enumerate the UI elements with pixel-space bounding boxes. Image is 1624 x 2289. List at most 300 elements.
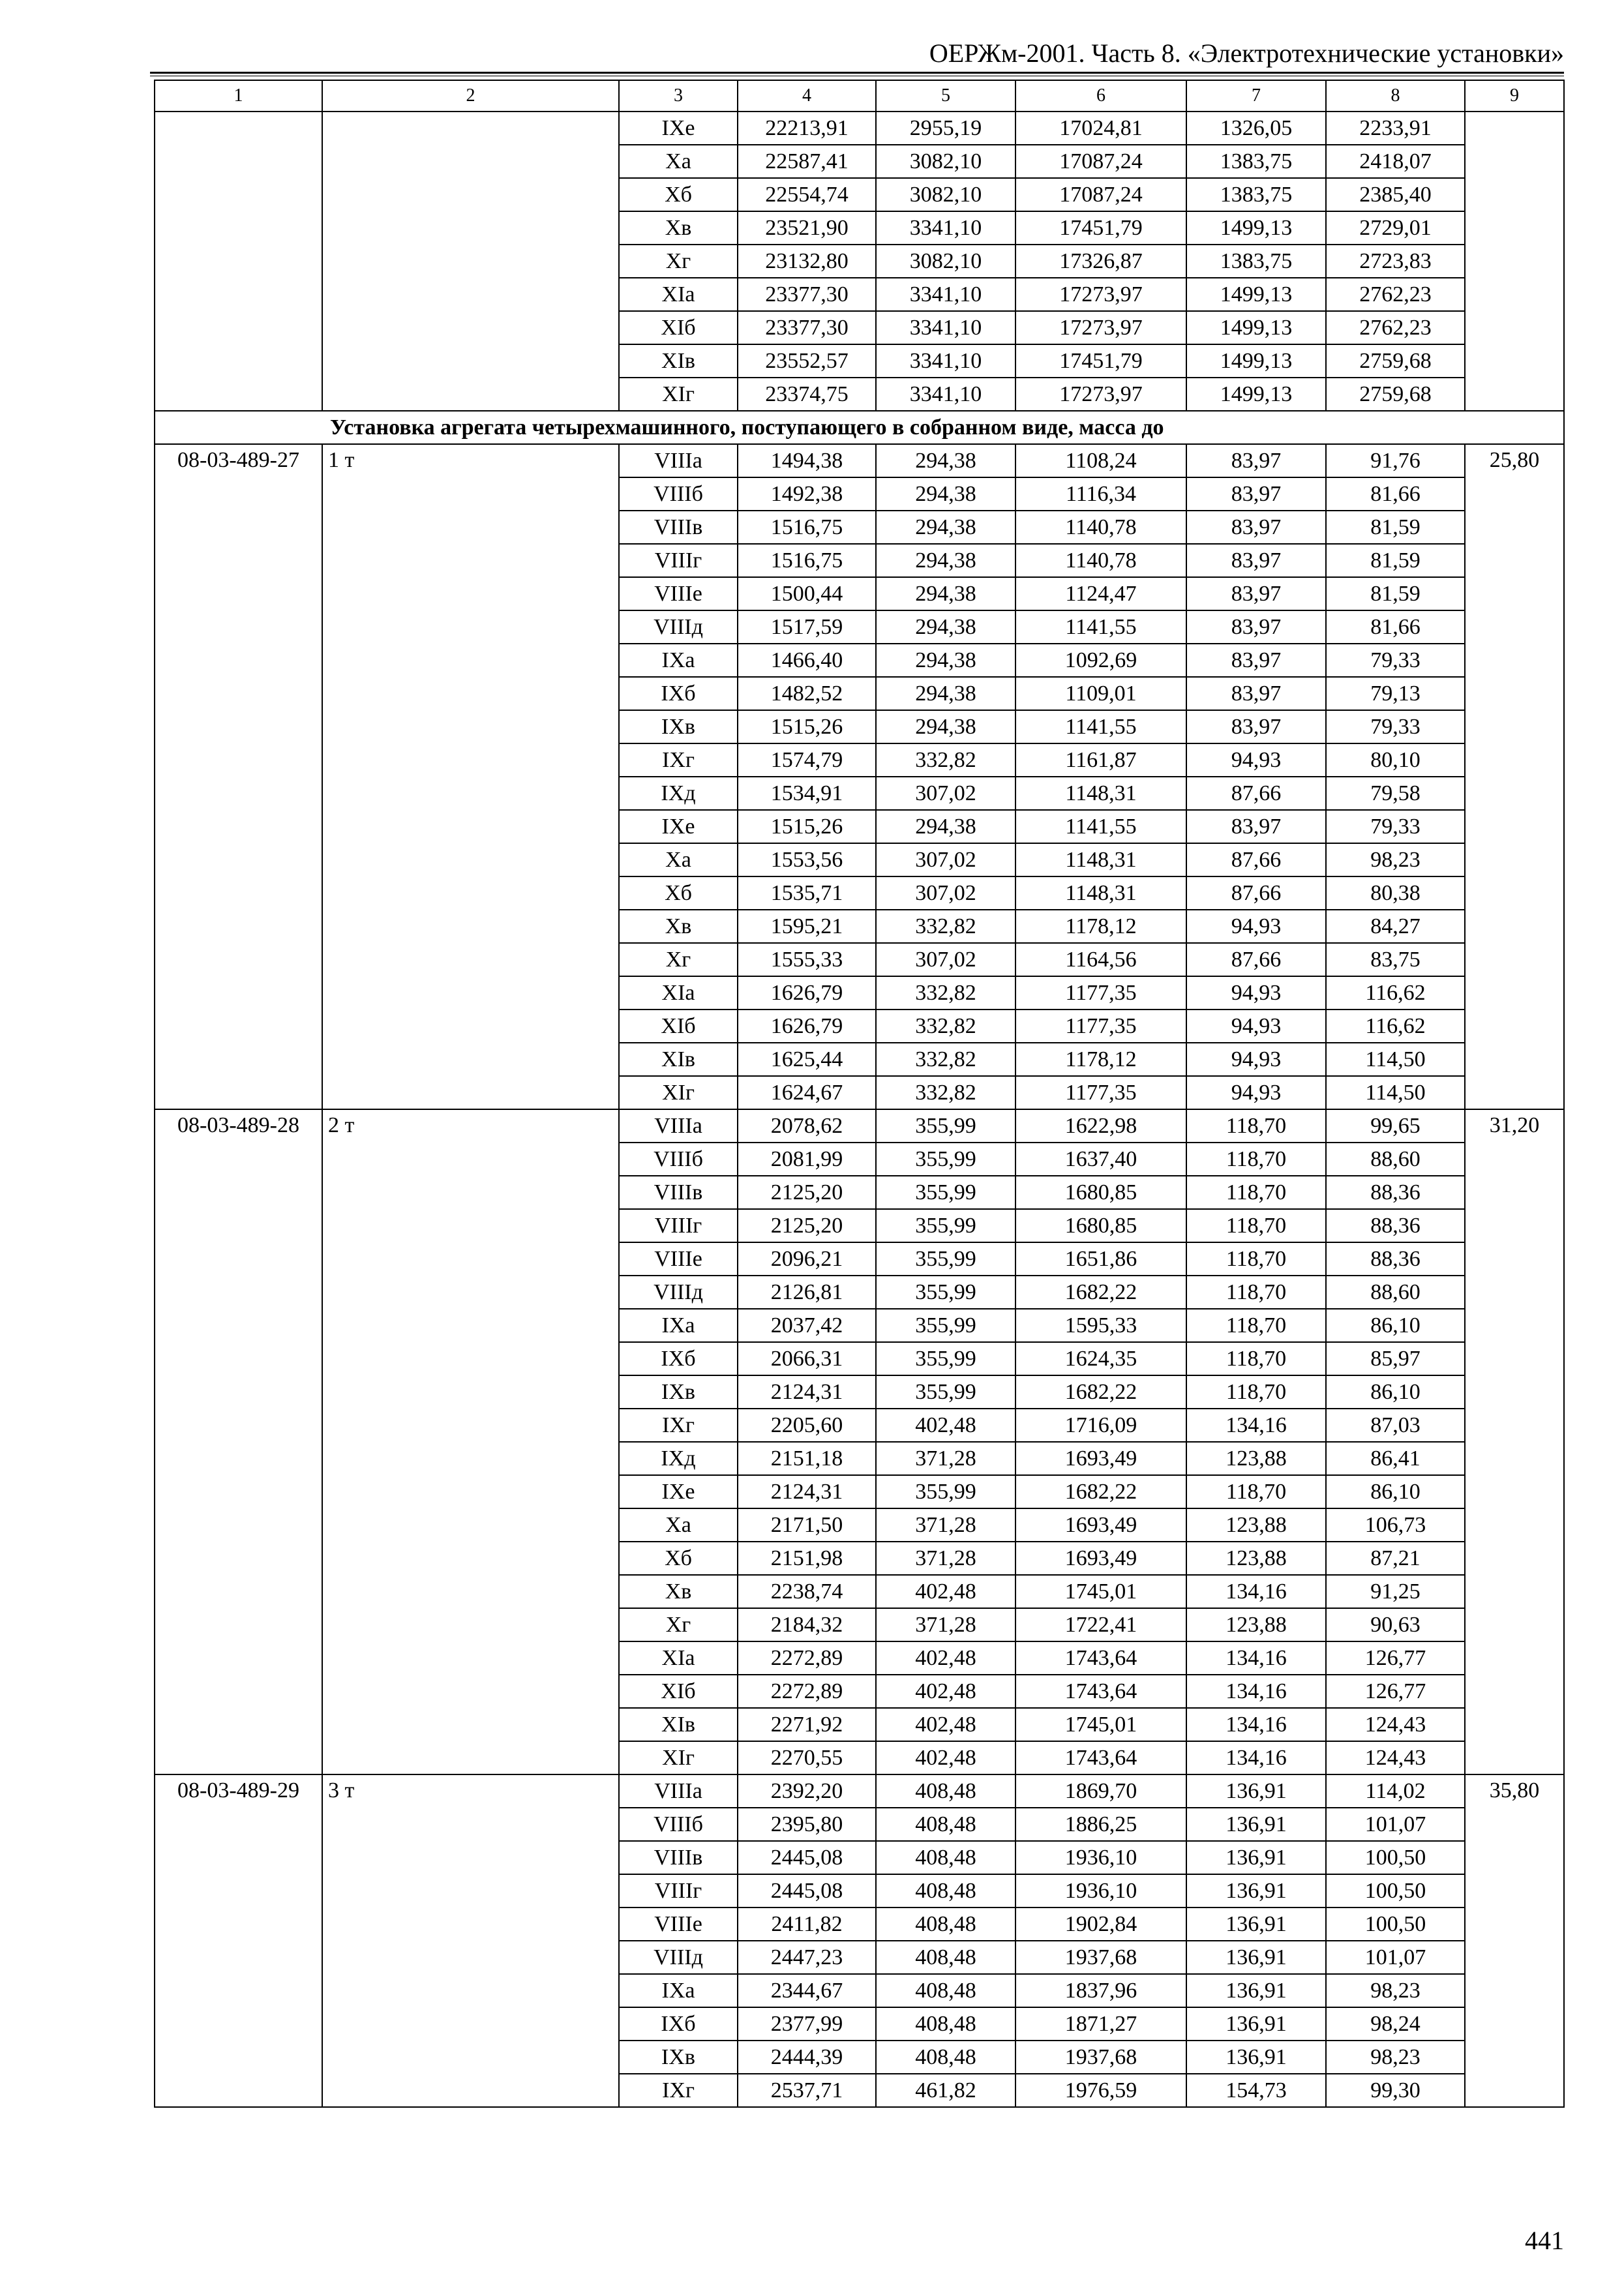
value-cell: 83,97 xyxy=(1186,610,1326,644)
value-cell: 402,48 xyxy=(876,1741,1015,1774)
column-number: 1 xyxy=(155,80,322,112)
value-cell: 2411,82 xyxy=(738,1908,876,1941)
section-title: Установка агрегата четырехмашинного, поступающего в собранном виде, масса до xyxy=(155,411,1564,444)
value-cell: 134,16 xyxy=(1186,1575,1326,1608)
zone-cell: Xа xyxy=(619,843,738,876)
value-cell: 81,66 xyxy=(1326,477,1465,511)
value-cell: 17087,24 xyxy=(1015,145,1186,178)
value-cell: 332,82 xyxy=(876,743,1015,777)
zone-cell: XIв xyxy=(619,344,738,378)
zone-cell: VIIIб xyxy=(619,1808,738,1841)
value-cell: 136,91 xyxy=(1186,2007,1326,2041)
zone-cell: Xа xyxy=(619,1508,738,1542)
value-cell: 2444,39 xyxy=(738,2041,876,2074)
value-cell: 1624,67 xyxy=(738,1076,876,1109)
value-cell: 90,63 xyxy=(1326,1608,1465,1641)
value-cell: 1499,13 xyxy=(1186,344,1326,378)
value-cell: 408,48 xyxy=(876,2007,1015,2041)
value-cell: 2125,20 xyxy=(738,1209,876,1242)
value-cell: 1499,13 xyxy=(1186,311,1326,344)
price-cell: 31,20 xyxy=(1465,1109,1564,1774)
value-cell: 2037,42 xyxy=(738,1309,876,1342)
value-cell: 1140,78 xyxy=(1015,544,1186,577)
value-cell: 114,50 xyxy=(1326,1076,1465,1109)
value-cell: 2955,19 xyxy=(876,112,1015,145)
name-cell: 1 т xyxy=(322,444,619,1109)
value-cell: 1383,75 xyxy=(1186,178,1326,211)
value-cell: 86,10 xyxy=(1326,1309,1465,1342)
value-cell: 1682,22 xyxy=(1015,1276,1186,1309)
zone-cell: VIIIа xyxy=(619,444,738,477)
zone-cell: VIIIа xyxy=(619,1774,738,1808)
page-header-title: ОЕРЖм-2001. Часть 8. «Электротехнические установки» xyxy=(929,38,1564,68)
value-cell: 1466,40 xyxy=(738,644,876,677)
value-cell: 80,38 xyxy=(1326,876,1465,910)
value-cell: 1515,26 xyxy=(738,810,876,843)
value-cell: 88,36 xyxy=(1326,1176,1465,1209)
value-cell: 3082,10 xyxy=(876,145,1015,178)
zone-cell: VIIIг xyxy=(619,544,738,577)
value-cell: 2078,62 xyxy=(738,1109,876,1143)
value-cell: 1516,75 xyxy=(738,544,876,577)
value-cell: 126,77 xyxy=(1326,1641,1465,1675)
value-cell: 408,48 xyxy=(876,1874,1015,1908)
value-cell: 2762,23 xyxy=(1326,278,1465,311)
value-cell: 86,10 xyxy=(1326,1475,1465,1508)
value-cell: 88,60 xyxy=(1326,1276,1465,1309)
value-cell: 371,28 xyxy=(876,1442,1015,1475)
value-cell: 118,70 xyxy=(1186,1342,1326,1375)
value-cell: 1516,75 xyxy=(738,511,876,544)
value-cell: 1869,70 xyxy=(1015,1774,1186,1808)
zone-cell: VIIIд xyxy=(619,1276,738,1309)
value-cell: 83,97 xyxy=(1186,477,1326,511)
value-cell: 402,48 xyxy=(876,1675,1015,1708)
value-cell: 1625,44 xyxy=(738,1043,876,1076)
value-cell: 22554,74 xyxy=(738,178,876,211)
column-number: 2 xyxy=(322,80,619,112)
price-cell: 35,80 xyxy=(1465,1774,1564,2107)
value-cell: 118,70 xyxy=(1186,1109,1326,1143)
value-cell: 2723,83 xyxy=(1326,245,1465,278)
value-cell: 1716,09 xyxy=(1015,1409,1186,1442)
zone-cell: VIIIб xyxy=(619,477,738,511)
value-cell: 294,38 xyxy=(876,444,1015,477)
value-cell: 2205,60 xyxy=(738,1409,876,1442)
zone-cell: IXв xyxy=(619,710,738,743)
page-number: 441 xyxy=(1525,2226,1564,2255)
value-cell: 1092,69 xyxy=(1015,644,1186,677)
value-cell: 94,93 xyxy=(1186,976,1326,1010)
value-cell: 124,43 xyxy=(1326,1708,1465,1741)
value-cell: 134,16 xyxy=(1186,1708,1326,1741)
value-cell: 307,02 xyxy=(876,843,1015,876)
value-cell: 81,66 xyxy=(1326,610,1465,644)
value-cell: 408,48 xyxy=(876,1974,1015,2007)
zone-cell: Xв xyxy=(619,910,738,943)
value-cell: 355,99 xyxy=(876,1143,1015,1176)
column-number: 9 xyxy=(1465,80,1564,112)
value-cell: 294,38 xyxy=(876,810,1015,843)
value-cell: 83,97 xyxy=(1186,444,1326,477)
zone-cell: VIIIв xyxy=(619,511,738,544)
rates-table-body xyxy=(155,80,1564,2107)
value-cell: 23377,30 xyxy=(738,278,876,311)
value-cell: 2392,20 xyxy=(738,1774,876,1808)
value-cell: 1837,96 xyxy=(1015,1974,1186,2007)
zone-cell: VIIIд xyxy=(619,1941,738,1974)
zone-cell: Xг xyxy=(619,1608,738,1641)
value-cell: 2126,81 xyxy=(738,1276,876,1309)
value-cell: 408,48 xyxy=(876,1808,1015,1841)
value-cell: 1743,64 xyxy=(1015,1675,1186,1708)
rates-table xyxy=(154,80,1565,2108)
value-cell: 1492,38 xyxy=(738,477,876,511)
value-cell: 402,48 xyxy=(876,1409,1015,1442)
value-cell: 332,82 xyxy=(876,910,1015,943)
value-cell: 116,62 xyxy=(1326,976,1465,1010)
zone-cell: Xв xyxy=(619,1575,738,1608)
value-cell: 1595,33 xyxy=(1015,1309,1186,1342)
value-cell: 1148,31 xyxy=(1015,876,1186,910)
value-cell: 1140,78 xyxy=(1015,511,1186,544)
value-cell: 118,70 xyxy=(1186,1375,1326,1409)
zone-cell: IXг xyxy=(619,743,738,777)
value-cell: 1745,01 xyxy=(1015,1575,1186,1608)
value-cell: 2238,74 xyxy=(738,1575,876,1608)
value-cell: 1500,44 xyxy=(738,577,876,610)
value-cell: 2233,91 xyxy=(1326,112,1465,145)
value-cell: 2385,40 xyxy=(1326,178,1465,211)
value-cell: 100,50 xyxy=(1326,1841,1465,1874)
code-cell: 08-03-489-27 xyxy=(155,444,322,1109)
value-cell: 2096,21 xyxy=(738,1242,876,1276)
value-cell: 134,16 xyxy=(1186,1641,1326,1675)
value-cell: 118,70 xyxy=(1186,1242,1326,1276)
zone-cell: IXд xyxy=(619,777,738,810)
value-cell: 114,02 xyxy=(1326,1774,1465,1808)
value-cell: 3341,10 xyxy=(876,211,1015,245)
zone-cell: IXе xyxy=(619,1475,738,1508)
value-cell: 402,48 xyxy=(876,1575,1015,1608)
value-cell: 307,02 xyxy=(876,876,1015,910)
table-row xyxy=(155,1774,1564,1808)
value-cell: 17087,24 xyxy=(1015,178,1186,211)
value-cell: 17024,81 xyxy=(1015,112,1186,145)
column-number: 4 xyxy=(738,80,876,112)
value-cell: 17273,97 xyxy=(1015,278,1186,311)
zone-cell: Xа xyxy=(619,145,738,178)
value-cell: 17326,87 xyxy=(1015,245,1186,278)
value-cell: 408,48 xyxy=(876,1941,1015,1974)
value-cell: 134,16 xyxy=(1186,1675,1326,1708)
value-cell: 1108,24 xyxy=(1015,444,1186,477)
value-cell: 2445,08 xyxy=(738,1841,876,1874)
code-cell: 08-03-489-29 xyxy=(155,1774,322,2107)
value-cell: 1743,64 xyxy=(1015,1641,1186,1675)
zone-cell: XIа xyxy=(619,1641,738,1675)
value-cell: 294,38 xyxy=(876,677,1015,710)
value-cell: 2759,68 xyxy=(1326,378,1465,411)
zone-cell: IXа xyxy=(619,1309,738,1342)
value-cell: 100,50 xyxy=(1326,1908,1465,1941)
zone-cell: XIг xyxy=(619,1076,738,1109)
header-rule xyxy=(150,72,1564,74)
value-cell: 2271,92 xyxy=(738,1708,876,1741)
value-cell: 1148,31 xyxy=(1015,777,1186,810)
value-cell: 355,99 xyxy=(876,1475,1015,1508)
zone-cell: XIб xyxy=(619,1010,738,1043)
zone-cell: XIб xyxy=(619,1675,738,1708)
value-cell: 1161,87 xyxy=(1015,743,1186,777)
value-cell: 2125,20 xyxy=(738,1176,876,1209)
value-cell: 1651,86 xyxy=(1015,1242,1186,1276)
value-cell: 22213,91 xyxy=(738,112,876,145)
value-cell: 1743,64 xyxy=(1015,1741,1186,1774)
value-cell: 1326,05 xyxy=(1186,112,1326,145)
value-cell: 98,24 xyxy=(1326,2007,1465,2041)
value-cell: 3341,10 xyxy=(876,344,1015,378)
value-cell: 2537,71 xyxy=(738,2074,876,2107)
value-cell: 87,66 xyxy=(1186,876,1326,910)
table-row xyxy=(155,444,1564,477)
value-cell: 87,21 xyxy=(1326,1542,1465,1575)
value-cell: 87,66 xyxy=(1186,843,1326,876)
value-cell: 2445,08 xyxy=(738,1874,876,1908)
value-cell: 22587,41 xyxy=(738,145,876,178)
value-cell: 355,99 xyxy=(876,1276,1015,1309)
value-cell: 17451,79 xyxy=(1015,344,1186,378)
zone-cell: XIа xyxy=(619,976,738,1010)
value-cell: 1902,84 xyxy=(1015,1908,1186,1941)
zone-cell: Xг xyxy=(619,245,738,278)
value-cell: 80,10 xyxy=(1326,743,1465,777)
value-cell: 23552,57 xyxy=(738,344,876,378)
value-cell: 1535,71 xyxy=(738,876,876,910)
value-cell: 1871,27 xyxy=(1015,2007,1186,2041)
value-cell: 371,28 xyxy=(876,1608,1015,1641)
zone-cell: VIIIд xyxy=(619,610,738,644)
code-cell: 08-03-489-28 xyxy=(155,1109,322,1774)
value-cell: 1936,10 xyxy=(1015,1874,1186,1908)
value-cell: 81,59 xyxy=(1326,577,1465,610)
value-cell: 118,70 xyxy=(1186,1143,1326,1176)
value-cell: 98,23 xyxy=(1326,843,1465,876)
value-cell: 1177,35 xyxy=(1015,1010,1186,1043)
zone-cell: VIIIе xyxy=(619,577,738,610)
value-cell: 2377,99 xyxy=(738,2007,876,2041)
zone-cell: XIб xyxy=(619,311,738,344)
value-cell: 294,38 xyxy=(876,544,1015,577)
value-cell: 3082,10 xyxy=(876,178,1015,211)
value-cell: 1693,49 xyxy=(1015,1542,1186,1575)
value-cell: 1637,40 xyxy=(1015,1143,1186,1176)
table-row xyxy=(155,1109,1564,1143)
column-number: 5 xyxy=(876,80,1015,112)
value-cell: 83,97 xyxy=(1186,511,1326,544)
value-cell: 118,70 xyxy=(1186,1209,1326,1242)
value-cell: 1499,13 xyxy=(1186,278,1326,311)
zone-cell: Xг xyxy=(619,943,738,976)
value-cell: 136,91 xyxy=(1186,1841,1326,1874)
zone-cell: VIIIе xyxy=(619,1242,738,1276)
zone-cell: XIв xyxy=(619,1708,738,1741)
zone-cell: IXв xyxy=(619,1375,738,1409)
value-cell: 1517,59 xyxy=(738,610,876,644)
value-cell: 402,48 xyxy=(876,1708,1015,1741)
column-number: 8 xyxy=(1326,80,1465,112)
value-cell: 1682,22 xyxy=(1015,1475,1186,1508)
value-cell: 79,13 xyxy=(1326,677,1465,710)
value-cell: 3341,10 xyxy=(876,311,1015,344)
value-cell: 1553,56 xyxy=(738,843,876,876)
value-cell: 136,91 xyxy=(1186,2041,1326,2074)
value-cell: 99,30 xyxy=(1326,2074,1465,2107)
value-cell: 100,50 xyxy=(1326,1874,1465,1908)
value-cell: 17451,79 xyxy=(1015,211,1186,245)
value-cell: 332,82 xyxy=(876,976,1015,1010)
column-number: 6 xyxy=(1015,80,1186,112)
value-cell: 83,97 xyxy=(1186,677,1326,710)
zone-cell: Xв xyxy=(619,211,738,245)
value-cell: 294,38 xyxy=(876,644,1015,677)
zone-cell: VIIIв xyxy=(619,1841,738,1874)
value-cell: 98,23 xyxy=(1326,2041,1465,2074)
value-cell: 294,38 xyxy=(876,577,1015,610)
column-number-row xyxy=(155,80,1564,112)
value-cell: 1164,56 xyxy=(1015,943,1186,976)
value-cell: 91,25 xyxy=(1326,1575,1465,1608)
value-cell: 1680,85 xyxy=(1015,1176,1186,1209)
name-cell: 2 т xyxy=(322,1109,619,1774)
value-cell: 355,99 xyxy=(876,1209,1015,1242)
value-cell: 83,97 xyxy=(1186,644,1326,677)
value-cell: 136,91 xyxy=(1186,1774,1326,1808)
value-cell: 1682,22 xyxy=(1015,1375,1186,1409)
value-cell: 94,93 xyxy=(1186,1043,1326,1076)
value-cell: 134,16 xyxy=(1186,1409,1326,1442)
value-cell: 355,99 xyxy=(876,1109,1015,1143)
value-cell: 3082,10 xyxy=(876,245,1015,278)
value-cell: 83,97 xyxy=(1186,810,1326,843)
value-cell: 1937,68 xyxy=(1015,1941,1186,1974)
value-cell: 88,60 xyxy=(1326,1143,1465,1176)
value-cell: 136,91 xyxy=(1186,1941,1326,1974)
value-cell: 408,48 xyxy=(876,1908,1015,1941)
zone-cell: IXе xyxy=(619,810,738,843)
value-cell: 294,38 xyxy=(876,610,1015,644)
value-cell: 355,99 xyxy=(876,1342,1015,1375)
zone-cell: IXг xyxy=(619,2074,738,2107)
value-cell: 1141,55 xyxy=(1015,710,1186,743)
zone-cell: XIв xyxy=(619,1043,738,1076)
value-cell: 99,65 xyxy=(1326,1109,1465,1143)
zone-cell: VIIIг xyxy=(619,1209,738,1242)
value-cell: 408,48 xyxy=(876,1841,1015,1874)
value-cell: 2066,31 xyxy=(738,1342,876,1375)
value-cell: 408,48 xyxy=(876,1774,1015,1808)
value-cell: 1555,33 xyxy=(738,943,876,976)
value-cell: 98,23 xyxy=(1326,1974,1465,2007)
value-cell: 83,97 xyxy=(1186,577,1326,610)
value-cell: 94,93 xyxy=(1186,1010,1326,1043)
value-cell: 2270,55 xyxy=(738,1741,876,1774)
value-cell: 1494,38 xyxy=(738,444,876,477)
zone-cell: IXа xyxy=(619,1974,738,2007)
value-cell: 118,70 xyxy=(1186,1475,1326,1508)
table-row xyxy=(155,112,1564,145)
value-cell: 2124,31 xyxy=(738,1475,876,1508)
value-cell: 2184,32 xyxy=(738,1608,876,1641)
value-cell: 1622,98 xyxy=(1015,1109,1186,1143)
value-cell: 88,36 xyxy=(1326,1209,1465,1242)
zone-cell: IXб xyxy=(619,677,738,710)
value-cell: 1499,13 xyxy=(1186,211,1326,245)
value-cell: 1109,01 xyxy=(1015,677,1186,710)
value-cell: 23521,90 xyxy=(738,211,876,245)
zone-cell: IXд xyxy=(619,1442,738,1475)
value-cell: 1626,79 xyxy=(738,1010,876,1043)
value-cell: 408,48 xyxy=(876,2041,1015,2074)
value-cell: 461,82 xyxy=(876,2074,1015,2107)
value-cell: 2124,31 xyxy=(738,1375,876,1409)
zone-cell: IXе xyxy=(619,112,738,145)
value-cell: 1515,26 xyxy=(738,710,876,743)
zone-cell: IXг xyxy=(619,1409,738,1442)
value-cell: 87,66 xyxy=(1186,777,1326,810)
value-cell: 1124,47 xyxy=(1015,577,1186,610)
name-cell xyxy=(322,112,619,411)
value-cell: 94,93 xyxy=(1186,910,1326,943)
value-cell: 332,82 xyxy=(876,1010,1015,1043)
zone-cell: VIIIв xyxy=(619,1176,738,1209)
value-cell: 154,73 xyxy=(1186,2074,1326,2107)
value-cell: 332,82 xyxy=(876,1043,1015,1076)
zone-cell: VIIIб xyxy=(619,1143,738,1176)
value-cell: 87,03 xyxy=(1326,1409,1465,1442)
value-cell: 123,88 xyxy=(1186,1542,1326,1575)
price-cell xyxy=(1465,112,1564,411)
value-cell: 17273,97 xyxy=(1015,311,1186,344)
zone-cell: VIIIа xyxy=(619,1109,738,1143)
price-cell: 25,80 xyxy=(1465,444,1564,1109)
value-cell: 3341,10 xyxy=(876,378,1015,411)
value-cell: 124,43 xyxy=(1326,1741,1465,1774)
value-cell: 1141,55 xyxy=(1015,810,1186,843)
value-cell: 1680,85 xyxy=(1015,1209,1186,1242)
value-cell: 294,38 xyxy=(876,511,1015,544)
value-cell: 118,70 xyxy=(1186,1276,1326,1309)
value-cell: 94,93 xyxy=(1186,743,1326,777)
zone-cell: VIIIе xyxy=(619,1908,738,1941)
value-cell: 1383,75 xyxy=(1186,245,1326,278)
value-cell: 2447,23 xyxy=(738,1941,876,1974)
value-cell: 1178,12 xyxy=(1015,1043,1186,1076)
value-cell: 2151,98 xyxy=(738,1542,876,1575)
value-cell: 2081,99 xyxy=(738,1143,876,1176)
value-cell: 2418,07 xyxy=(1326,145,1465,178)
zone-cell: IXб xyxy=(619,1342,738,1375)
value-cell: 106,73 xyxy=(1326,1508,1465,1542)
value-cell: 114,50 xyxy=(1326,1043,1465,1076)
value-cell: 79,33 xyxy=(1326,710,1465,743)
value-cell: 17273,97 xyxy=(1015,378,1186,411)
value-cell: 1722,41 xyxy=(1015,1608,1186,1641)
value-cell: 1383,75 xyxy=(1186,145,1326,178)
value-cell: 1177,35 xyxy=(1015,1076,1186,1109)
value-cell: 355,99 xyxy=(876,1176,1015,1209)
value-cell: 136,91 xyxy=(1186,1874,1326,1908)
